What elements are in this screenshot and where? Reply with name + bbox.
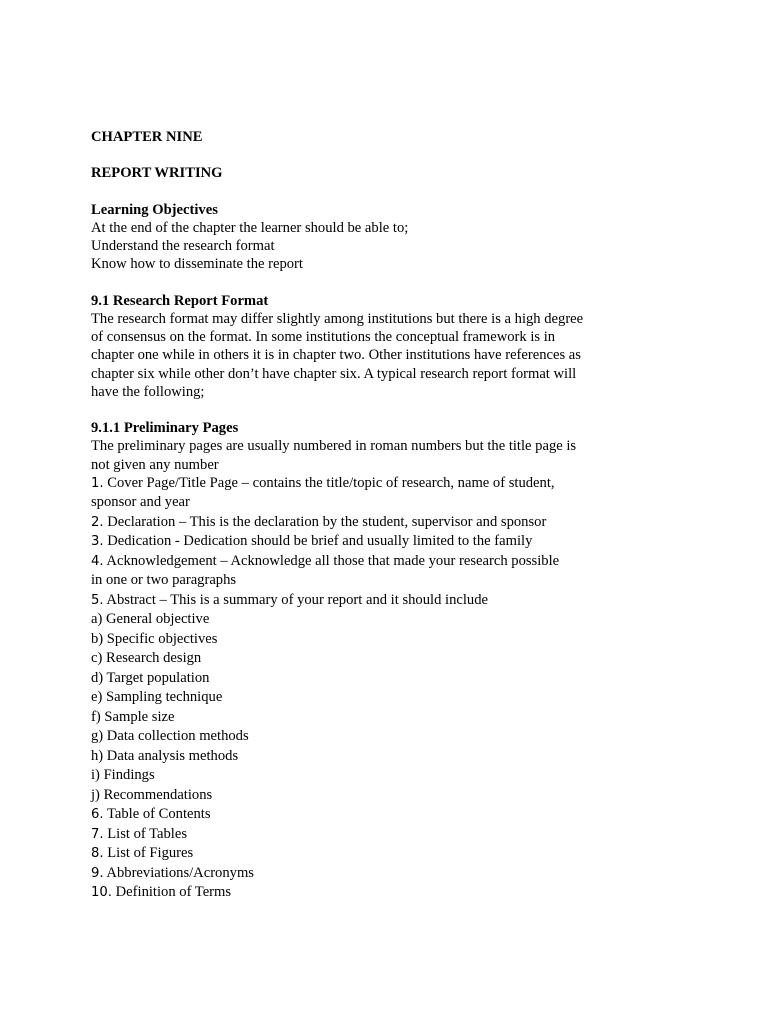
list-item-number: 6. <box>91 807 104 823</box>
list-item <box>91 786 611 806</box>
list-item <box>91 708 611 728</box>
format-heading: 9.1 Research Report Format <box>91 292 269 309</box>
list-item-text: h) Data analysis methods <box>91 747 239 764</box>
list-item-text: Cover Page/Title Page – contains the title/topic of research, name of student, <box>103 474 555 491</box>
list-item-text: g) Data collection methods <box>91 728 249 745</box>
objective-text: Know how to disseminate the report <box>91 256 303 273</box>
objectives-intro: At the end of the chapter the learner should be able to; <box>91 219 409 236</box>
list-item-text: j) Recommendations <box>91 786 213 803</box>
list-item-text: b) Specific objectives <box>91 630 218 647</box>
objective-text: Understand the research format <box>91 238 275 255</box>
objective-item <box>91 255 611 273</box>
list-item-number: 2. <box>91 514 104 530</box>
objectives-heading: Learning Objectives <box>91 201 218 218</box>
list-item-text: Table of Contents <box>103 806 211 823</box>
list-item-text: Abstract – This is a summary of your report and it should include <box>103 591 488 608</box>
list-item-text: Declaration – This is the declaration by the student, supervisor and sponsor <box>103 513 547 530</box>
list-item <box>91 688 611 708</box>
list-item <box>91 825 611 845</box>
list-item-number: 8. <box>91 846 104 862</box>
list-item <box>91 474 611 494</box>
list-item-number: 1. <box>91 475 104 491</box>
list-item <box>91 591 611 611</box>
list-item-number: 7. <box>91 826 104 842</box>
list-item <box>91 630 611 650</box>
preliminary-intro-line: not given any number <box>91 456 219 473</box>
list-item <box>91 649 611 669</box>
list-item-text: List of Tables <box>103 825 188 842</box>
list-item <box>91 513 611 533</box>
spacer <box>91 183 611 201</box>
list-item-number: 9. <box>91 865 104 881</box>
spacer <box>91 274 611 292</box>
list-item <box>91 552 611 572</box>
objective-item <box>91 237 611 255</box>
preliminary-heading: 9.1.1 Preliminary Pages <box>91 420 239 437</box>
list-item <box>91 727 611 747</box>
list-item <box>91 747 611 767</box>
list-item <box>91 883 611 903</box>
format-paragraph-line: chapter one while in others it is in chapter two. Other institutions have references as <box>91 347 581 364</box>
format-paragraph-line: The research format may differ slightly among institutions but there is a high degree <box>91 310 584 327</box>
list-item-number: 10. <box>91 885 112 901</box>
list-item-text: f) Sample size <box>91 708 175 725</box>
document-page <box>91 128 611 903</box>
list-item <box>91 805 611 825</box>
list-item-text: sponsor and year <box>91 494 190 511</box>
list-item-text: List of Figures <box>103 845 194 862</box>
spacer <box>91 401 611 419</box>
list-item <box>91 766 611 786</box>
list-item <box>91 864 611 884</box>
chapter-title: CHAPTER NINE <box>91 129 203 145</box>
format-paragraph-line: of consensus on the format. In some institutions the conceptual framework is in <box>91 329 556 346</box>
section-title: REPORT WRITING <box>91 165 223 182</box>
list-item-text: a) General objective <box>91 611 210 628</box>
list-item <box>91 669 611 689</box>
preliminary-pages-list <box>91 474 611 903</box>
list-item <box>91 493 611 513</box>
format-paragraph-line: chapter six while other don’t have chapter six. A typical research report format will <box>91 365 577 382</box>
preliminary-intro-line: The preliminary pages are usually numbered in roman numbers but the title page is <box>91 438 577 455</box>
spacer <box>91 146 611 164</box>
format-paragraph-line: have the following; <box>91 383 205 400</box>
list-item <box>91 571 611 591</box>
list-item-text: Acknowledgement – Acknowledge all those that made your research possible <box>103 552 560 569</box>
list-item-text: Definition of Terms <box>111 884 232 901</box>
list-item-text: Dedication - Dedication should be brief and usually limited to the family <box>103 533 533 550</box>
list-item-text: e) Sampling technique <box>91 689 223 706</box>
list-item-text: c) Research design <box>91 650 202 667</box>
list-item-number: 5. <box>91 592 104 608</box>
list-item-number: 4. <box>91 553 104 569</box>
list-item-text: Abbreviations/Acronyms <box>103 864 254 881</box>
list-item-text: in one or two paragraphs <box>91 572 237 589</box>
list-item <box>91 532 611 552</box>
list-item <box>91 844 611 864</box>
list-item <box>91 610 611 630</box>
list-item-text: i) Findings <box>91 767 155 784</box>
list-item-text: d) Target population <box>91 669 210 686</box>
list-item-number: 3. <box>91 534 104 550</box>
